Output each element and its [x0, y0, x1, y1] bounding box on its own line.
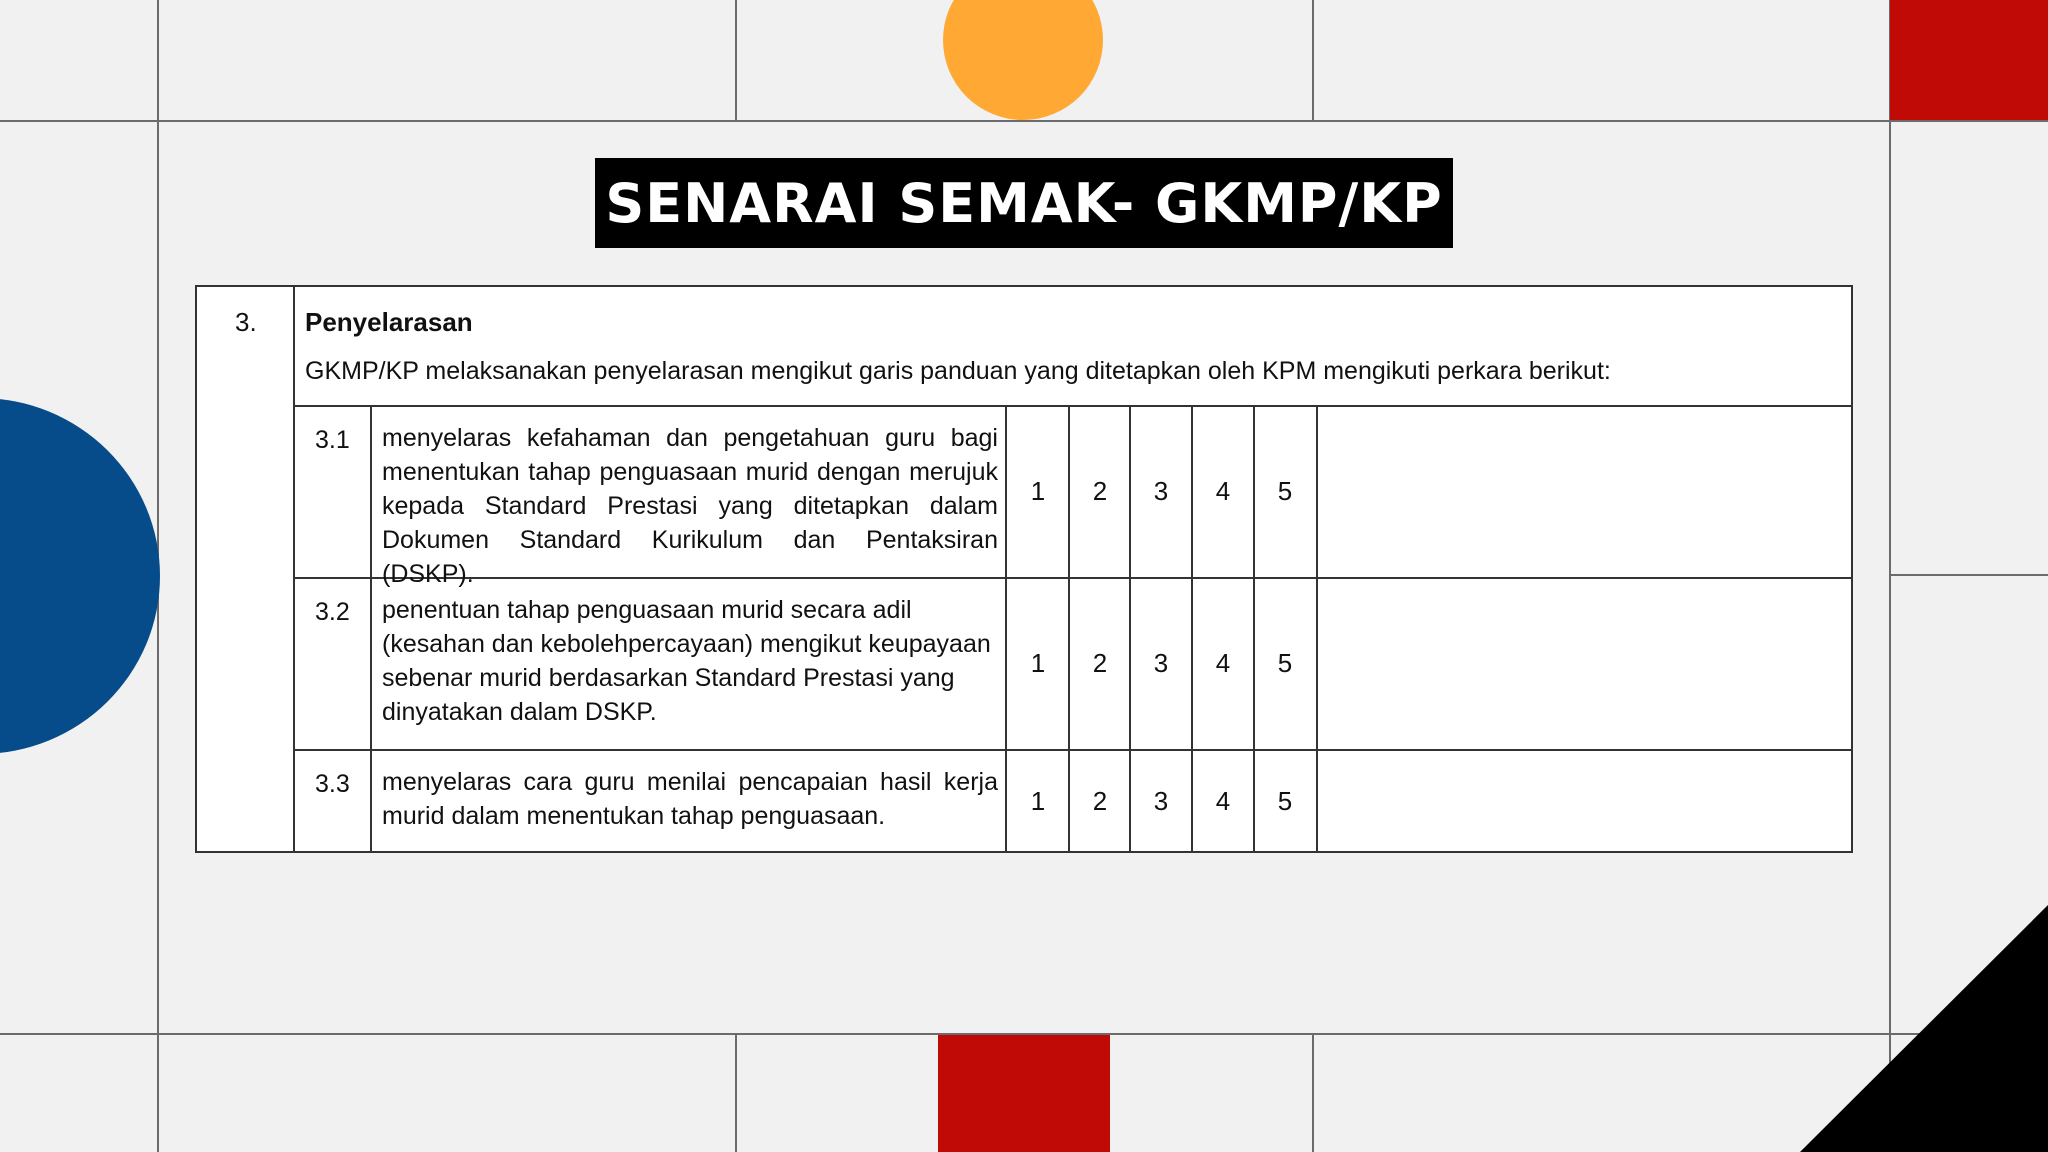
row-divider-header: [293, 405, 1851, 407]
row-divider-2: [293, 749, 1851, 751]
grid-line-top-2: [1312, 0, 1314, 120]
section-number: 3.: [235, 307, 257, 337]
column-divider-number: [293, 287, 295, 853]
item-code: 3.2: [315, 598, 350, 626]
item-text: menyelaras kefahaman dan pengetahuan guru bagi menentukan tahap penguasaan murid dengan merujuk kepada Standard Prestasi yang ditetapkan dalam Dokumen Standard Kurikulum dan Pentaksiran (DSKP).: [382, 424, 998, 588]
decorative-orange-circle: [943, 0, 1103, 120]
grid-line-top: [0, 120, 2048, 122]
decorative-black-triangle: [1800, 905, 2048, 1152]
checklist-table: [195, 285, 1853, 853]
score-option-5: 5: [1277, 476, 1293, 506]
score-option-3: 3: [1153, 476, 1169, 506]
score-option-4: 4: [1215, 786, 1231, 816]
score-option-3: 3: [1153, 786, 1169, 816]
slide-title: SENARAI SEMAK- GKMP/KP: [605, 171, 1443, 235]
decorative-red-block-bottom: [938, 1035, 1110, 1152]
decorative-red-block-top: [1890, 0, 2048, 120]
section-intro: GKMP/KP melaksanakan penyelarasan mengikut garis panduan yang ditetapkan oleh KPM mengikuti perkara berikut:: [305, 357, 1611, 385]
item-code: 3.1: [315, 426, 350, 454]
score-option-2: 2: [1092, 648, 1108, 678]
grid-line-bottom-1: [735, 1033, 737, 1152]
column-divider-text: [1005, 405, 1007, 853]
column-divider-score-5: [1316, 405, 1318, 853]
score-option-2: 2: [1092, 786, 1108, 816]
grid-line-right-mid: [1890, 574, 2048, 576]
section-heading: Penyelarasan: [305, 307, 473, 337]
score-option-4: 4: [1215, 648, 1231, 678]
score-option-5: 5: [1277, 786, 1293, 816]
column-divider-code: [370, 405, 372, 853]
item-code: 3.3: [315, 770, 350, 798]
score-option-4: 4: [1215, 476, 1231, 506]
score-option-1: 1: [1030, 786, 1046, 816]
decorative-blue-circle: [0, 398, 160, 754]
score-option-3: 3: [1153, 648, 1169, 678]
grid-line-top-1: [735, 0, 737, 120]
grid-line-bottom-2: [1312, 1033, 1314, 1152]
grid-line-right: [1889, 0, 1891, 1152]
score-option-2: 2: [1092, 476, 1108, 506]
item-text: penentuan tahap penguasaan murid secara adil (kesahan dan kebolehpercayaan) mengikut keupayaan sebenar murid berdasarkan Standard Prestasi yang dinyatakan dalam DSKP.: [382, 596, 991, 726]
item-text: menyelaras cara guru menilai pencapaian hasil kerja murid dalam menentukan tahap penguasaan.: [382, 768, 998, 830]
score-option-5: 5: [1277, 648, 1293, 678]
score-option-1: 1: [1030, 476, 1046, 506]
score-option-1: 1: [1030, 648, 1046, 678]
slide-title-box: [595, 158, 1453, 248]
